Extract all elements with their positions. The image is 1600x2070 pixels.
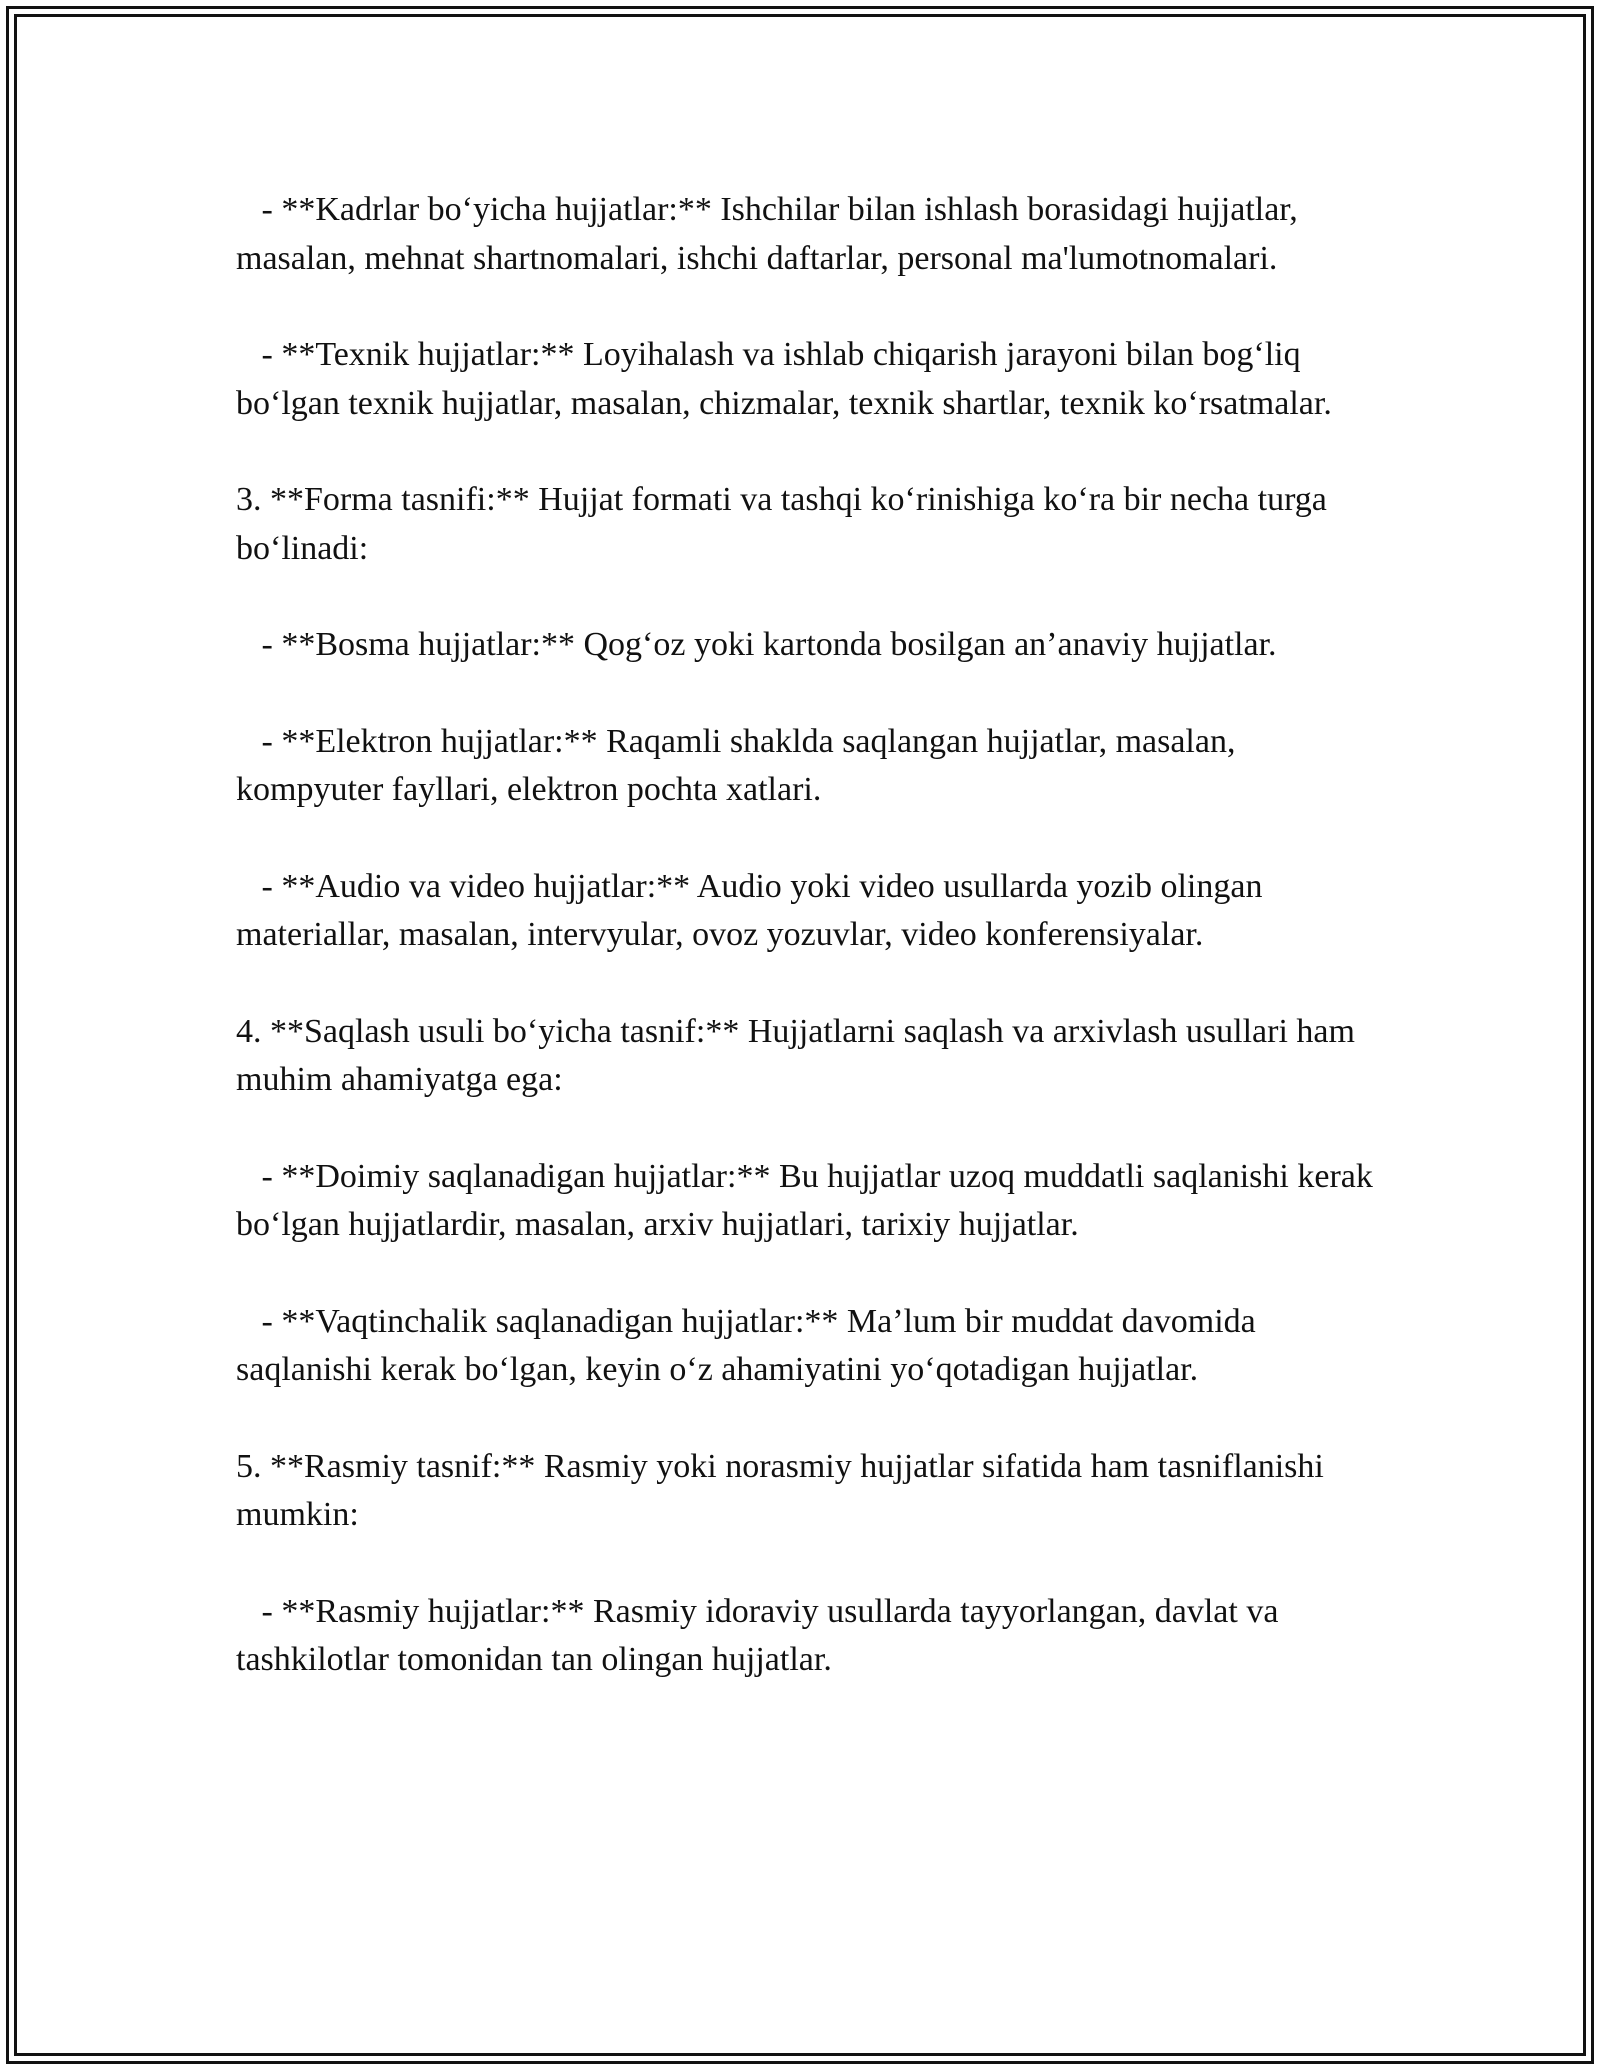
paragraph-vaqtinchalik-hujjatlar: - **Vaqtinchalik saqlanadigan hujjatlar:** Ma’lum bir muddat davomida saqlanishi kerak bo‘lgan, keyin o‘z ahamiyatini yo‘qotadigan hujjatlar. — [236, 1302, 1265, 1388]
paragraph-doimiy-hujjatlar: - **Doimiy saqlanadigan hujjatlar:** Bu hujjatlar uzoq muddatli saqlanishi kerak bo‘lgan hujjatlardir, masalan, arxiv hujjatlari, tarixiy hujjatlar. — [236, 1157, 1382, 1243]
paragraph-kadrlar-hujjatlar: - **Kadrlar bo‘yicha hujjatlar:** Ishchilar bilan ishlash borasidagi hujjatlar, masalan, mehnat shartnomalari, ishchi daftarlar, personal ma'lumotnomalari. — [236, 191, 1307, 277]
paragraph-forma-tasnifi: 3. **Forma tasnifi:** Hujjat formati va tashqi ko‘rinishiga ko‘ra bir necha turga bo‘linadi: — [236, 481, 1336, 567]
paragraph-rasmiy-hujjatlar: - **Rasmiy hujjatlar:** Rasmiy idoraviy usullarda tayyorlangan, davlat va tashkilotlar tomonidan tan olingan hujjatlar. — [236, 1592, 1287, 1678]
paragraph-texnik-hujjatlar: - **Texnik hujjatlar:** Loyihalash va ishlab chiqarish jarayoni bilan bog‘liq bo‘lgan texnik hujjatlar, masalan, chizmalar, texnik shartlar, texnik ko‘rsatmalar. — [236, 336, 1332, 422]
paragraph-saqlash-usuli: 4. **Saqlash usuli bo‘yicha tasnif:** Hujjatlarni saqlash va arxivlash usullari ham muhim ahamiyatga ega: — [236, 1012, 1364, 1098]
paragraph-rasmiy-tasnif: 5. **Rasmiy tasnif:** Rasmiy yoki norasmiy hujjatlar sifatida ham tasniflanishi mumkin: — [236, 1447, 1333, 1533]
paragraph-audio-video-hujjatlar: - **Audio va video hujjatlar:** Audio yoki video usullarda yozib olingan materiallar, masalan, intervyular, ovoz yozuvlar, video konferensiyalar. — [236, 867, 1271, 953]
paragraph-bosma-hujjatlar: - **Bosma hujjatlar:** Qog‘oz yoki kartonda bosilgan an’anaviy hujjatlar. — [236, 626, 1277, 663]
paragraph-elektron-hujjatlar: - **Elektron hujjatlar:** Raqamli shaklda saqlangan hujjatlar, masalan, kompyuter fayllari, elektron pochta xatlari. — [236, 722, 1244, 808]
document-body — [236, 186, 1382, 1733]
